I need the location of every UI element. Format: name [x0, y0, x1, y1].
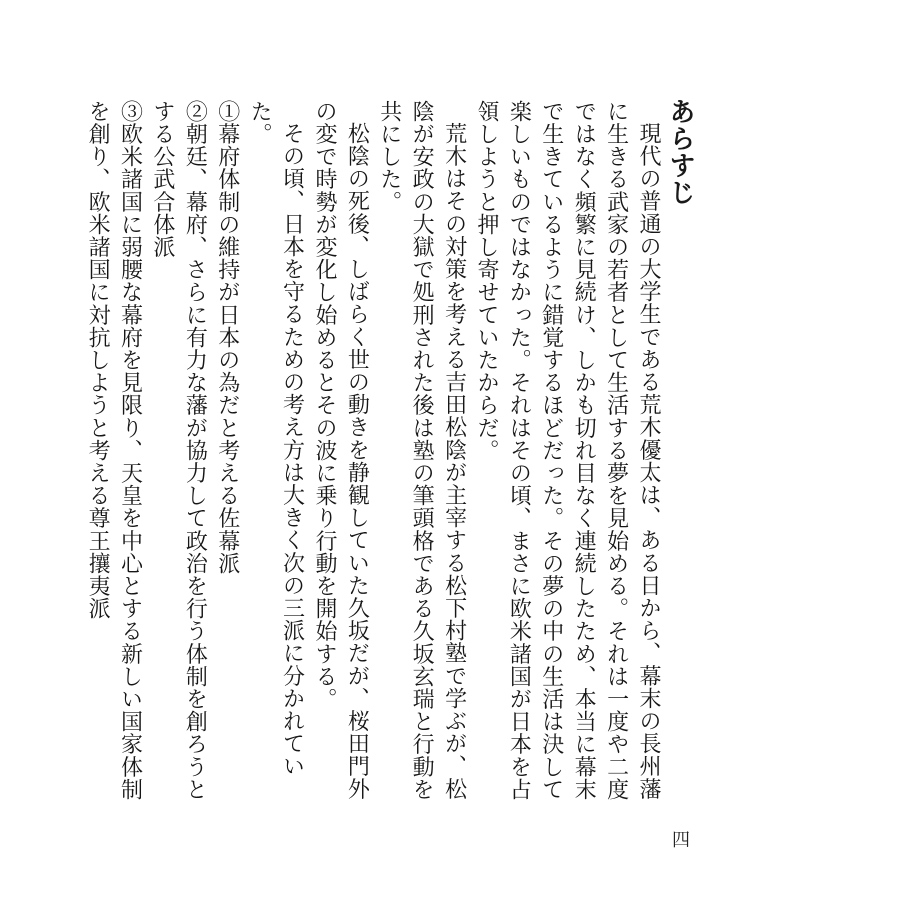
- paragraph: 荒木はその対策を考える吉田松陰が主宰する松下村塾で学ぶが、松陰が安政の大獄で処刑された後は塾の筆頭格である久坂玄瑞と行動を共にした。: [376, 100, 467, 801]
- list-item: ①幕府体制の維持が日本の為だと考える佐幕派: [214, 100, 240, 575]
- synopsis-body: [81, 100, 664, 820]
- page-title: あらすじ: [665, 98, 695, 206]
- page-number: 四: [672, 830, 690, 851]
- list-item: ③欧米諸国に弱腰な幕府を見限り、天皇を中心とする新しい国家体制を創り、欧米諸国に対抗しようと考える尊王攘夷派: [85, 100, 143, 801]
- list-item: ②朝廷、幕府、さらに有力な藩が協力して政治を行う体制を創ろうとする公武合体派: [149, 100, 208, 801]
- paragraph: 松陰の死後、しばらく世の動きを静観していた久坂だが、桜田門外の変で時勢が変化し始めるとその波に乗り行動を開始する。: [311, 100, 370, 800]
- paragraph: その頃、日本を守るための考え方は大きく次の三派に分かれていた。: [247, 100, 305, 778]
- paragraph: 現代の普通の大学生である荒木優太は、ある日から、幕末の長州藩に生きる武家の若者として生活する夢を見始める。それは一度や二度ではなく頻繁に見続け、しかも切れ目なく連続したため、本当に幕末で生きているように錯覚するほどだった。その夢の中の生活は決して楽しいものではなかった。それはその頃、まさに欧米諸国が日本を占領しようと押し寄せていたからだ。: [473, 100, 661, 801]
